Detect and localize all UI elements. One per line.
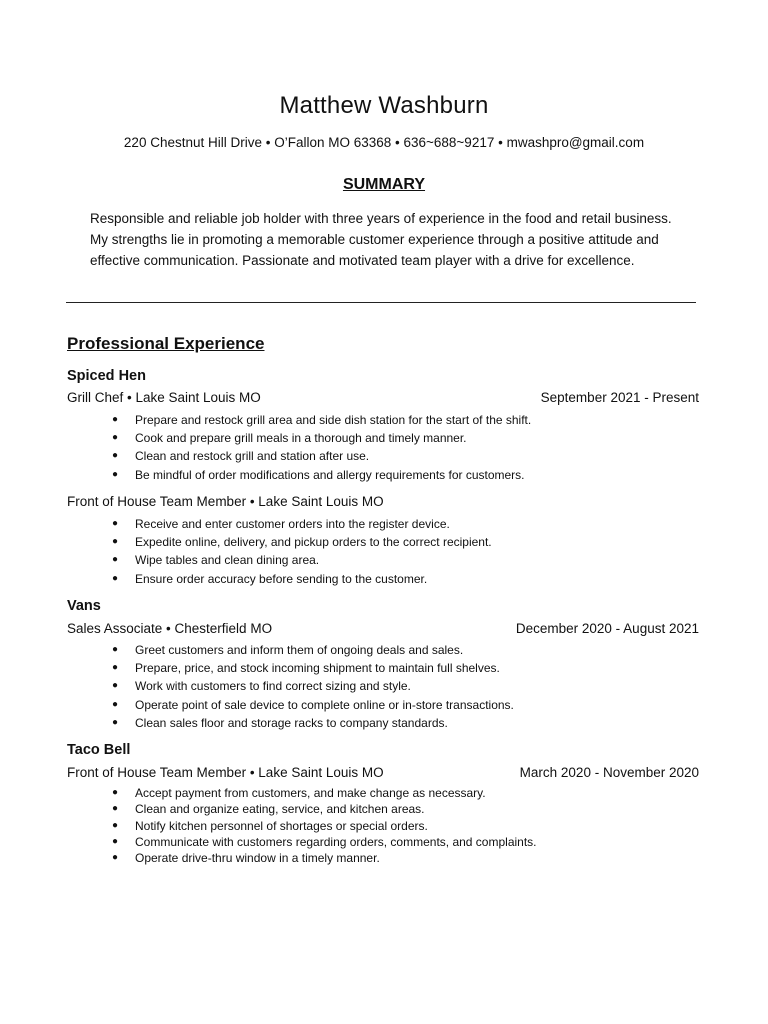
role-title: Grill Chef • Lake Saint Louis MO [67, 390, 261, 405]
bullet-icon: ● [112, 680, 119, 692]
duty-text: Wipe tables and clean dining area. [135, 553, 320, 568]
bullet-icon: ● [112, 414, 119, 425]
role-title: Front of House Team Member • Lake Saint Louis MO [67, 494, 384, 509]
list-item [112, 570, 672, 588]
list-item [112, 834, 672, 850]
list-item [112, 696, 672, 714]
list-item [112, 466, 672, 484]
employer-name: Vans [67, 598, 101, 614]
duty-text: Operate drive-thru window in a timely manner. [135, 851, 380, 866]
bullet-icon: ● [112, 819, 119, 831]
duty-text: Communicate with customers regarding orders, comments, and complaints. [135, 834, 537, 849]
bullet-icon: ● [112, 803, 119, 815]
list-item [112, 785, 672, 801]
list-item [112, 533, 672, 551]
bullet-icon: ● [112, 518, 119, 529]
list-item [112, 714, 672, 732]
list-item [112, 659, 672, 677]
role-title: Sales Associate • Chesterfield MO [67, 621, 273, 636]
list-item [112, 677, 672, 695]
duty-list [112, 515, 672, 588]
role-dates: December 2020 - August 2021 [515, 621, 699, 636]
list-item [112, 411, 672, 429]
candidate-name: Matthew Washburn [279, 92, 489, 119]
duty-text: Work with customers to find correct sizing and style. [135, 679, 411, 694]
list-item [112, 447, 672, 465]
section-divider [66, 302, 696, 303]
role-line [67, 765, 699, 780]
list-item [112, 641, 672, 659]
role-line [67, 494, 699, 509]
duty-text: Clean sales floor and storage racks to company standards. [135, 715, 448, 730]
duty-text: Be mindful of order modifications and allergy requirements for customers. [135, 467, 525, 482]
duty-text: Ensure order accuracy before sending to the customer. [135, 571, 428, 586]
bullet-icon: ● [112, 536, 119, 548]
bullet-icon: ● [112, 662, 119, 674]
role-title: Front of House Team Member • Lake Saint Louis MO [67, 765, 384, 780]
bullet-icon: ● [112, 835, 119, 847]
list-item [112, 850, 672, 866]
bullet-icon: ● [112, 698, 119, 710]
duty-text: Operate point of sale device to complete online or in-store transactions. [135, 697, 514, 712]
bullet-icon: ● [112, 644, 119, 655]
role-line [67, 390, 699, 405]
bullet-icon: ● [112, 432, 119, 444]
summary-text: Responsible and reliable job holder with three years of experience in the food and retail business. My strengths lie in promoting a memorable customer experience through a positive attitude and effective communication. Passionate and motivated team player with a drive for excellence. [90, 211, 672, 268]
bullet-icon: ● [112, 450, 119, 462]
list-item [112, 429, 672, 447]
duty-text: Prepare and restock grill area and side dish station for the start of the shift. [135, 413, 532, 427]
list-item [112, 515, 672, 533]
role-dates: September 2021 - Present [540, 390, 699, 405]
duty-list [112, 411, 672, 484]
role-line [67, 621, 699, 636]
duty-list [112, 641, 672, 732]
bullet-icon: ● [112, 787, 119, 798]
list-item [112, 801, 672, 817]
bullet-icon: ● [112, 572, 119, 584]
bullet-icon: ● [112, 852, 119, 864]
list-item [112, 818, 672, 834]
duty-text: Clean and organize eating, service, and kitchen areas. [135, 802, 425, 817]
employer-name: Spiced Hen [67, 368, 146, 384]
duty-text: Prepare, price, and stock incoming shipment to maintain full shelves. [135, 661, 500, 676]
employer-name: Taco Bell [67, 742, 131, 758]
summary-heading: SUMMARY [342, 176, 426, 193]
list-item [112, 551, 672, 569]
duty-list [112, 785, 672, 866]
duty-text: Expedite online, delivery, and pickup orders to the correct recipient. [135, 535, 492, 550]
bullet-icon: ● [112, 554, 119, 566]
role-dates: March 2020 - November 2020 [519, 765, 699, 780]
duty-text: Clean and restock grill and station after use. [135, 449, 370, 464]
duty-text: Receive and enter customer orders into the register device. [135, 517, 450, 531]
bullet-icon: ● [112, 468, 119, 480]
duty-text: Cook and prepare grill meals in a thorough and timely manner. [135, 431, 467, 446]
contact-line: 220 Chestnut Hill Drive • O’Fallon MO 63368 • 636~688~9217 • mwashpro@gmail.com [123, 135, 645, 150]
bullet-icon: ● [112, 716, 119, 728]
experience-heading: Professional Experience [67, 334, 265, 353]
duty-text: Notify kitchen personnel of shortages or special orders. [135, 818, 428, 833]
duty-text: Greet customers and inform them of ongoing deals and sales. [135, 643, 464, 657]
duty-text: Accept payment from customers, and make change as necessary. [135, 786, 486, 800]
